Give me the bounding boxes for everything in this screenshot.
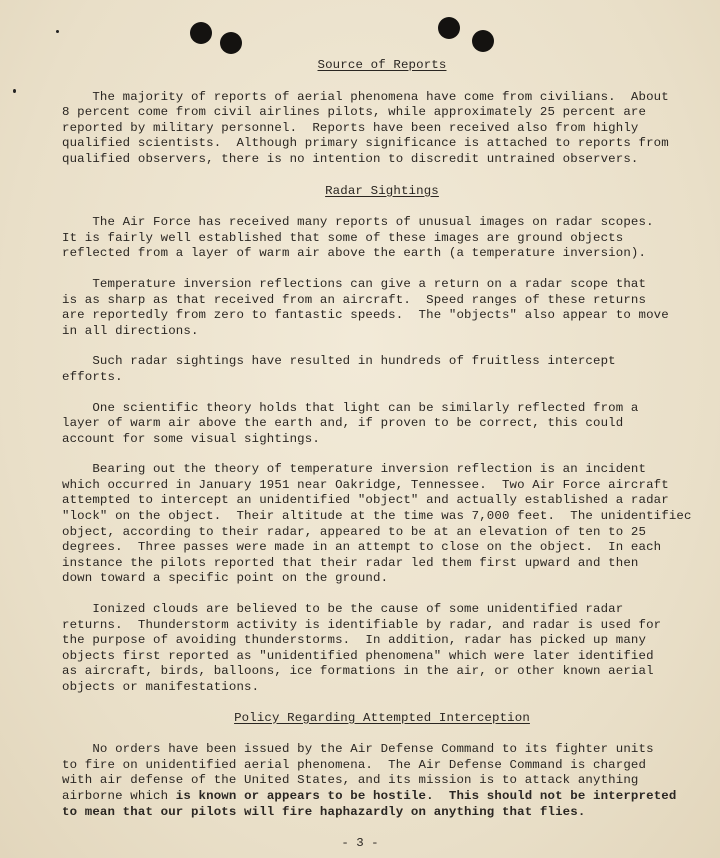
heading-radar-sightings: Radar Sightings [325,183,439,198]
heading-policy-interception: Policy Regarding Attempted Interception [234,710,530,725]
paragraph: Temperature inversion reflections can give a return on a radar scope that is as sharp as that received from an aircraft. Speed ranges of these returns are reportedly from zero to fantastic speeds. The "objects" also appear to move in all directions. [62,276,669,338]
paragraph: Such radar sightings have resulted in hundreds of fruitless intercept efforts. [62,354,616,384]
paragraph: One scientific theory holds that light can be similarly reflected from a layer of warm air above the earth and, if proven to be correct, this could account for some visual sightings. [62,400,639,446]
paragraph: The Air Force has received many reports of unusual images on radar scopes. It is fairly well established that some of these images are ground objects reflected from a layer of warm air above the earth (a temperature inversion). [62,215,654,261]
document-body [62,58,702,820]
page-number: - 3 - [341,836,379,850]
speck [13,89,16,93]
paragraph: Bearing out the theory of temperature inversion reflection is an incident which occurred in January 1951 near Oakridge, Tennessee. Two Air Force aircraft attempted to intercept an unidentified "object" and actually established a radar "lock" on the object. Their altitude at the time was 7,000 feet. The unidentifiec object, according to their radar, appeared to be at an elevation of ten to 25 degrees. Three passes were made in an attempt to close on the object. In each instance the pilots reported that their radar led them first upward and then down toward a specific point on the ground. [62,462,692,586]
speck [56,30,59,33]
paragraph-plain-text: No orders have been issued by the Air Defense Command to its fighter units to fire on unidentified aerial phenomena. The Air Defense Command is charged with air defense of the United States, and its mission is to attack anything airborne which [62,742,654,803]
punch-hole [472,30,494,52]
punch-hole [220,32,242,54]
paragraph-policy [62,742,702,820]
paragraph-bold-text: is known or appears to be hostile. This should not be interpreted to mean that our pilots will fire haphazardly on anything that flies. [62,788,677,819]
paragraph: Ionized clouds are believed to be the cause of some unidentified radar returns. Thunderstorm activity is identifiable by radar, and radar is used for the purpose of avoiding thunderstorms. In addition, radar has picked up many objects first reported as "unidentified phenomena" which were later identified as aircraft, birds, balloons, ice formations in the air, or other known aerial objects or manifestations. [62,602,662,694]
punch-hole [190,22,212,44]
heading-source-of-reports: Source of Reports [317,58,447,72]
punch-hole [438,17,460,39]
paragraph: The majority of reports of aerial phenomena have come from civilians. About 8 percent come from civil airlines pilots, while approximately 25 percent are reported by military personnel. Reports have been received also from highly qualified scientists. Although primary significance is attached to reports from qualified observers, there is no intention to discredit untrained observers. [62,89,669,166]
